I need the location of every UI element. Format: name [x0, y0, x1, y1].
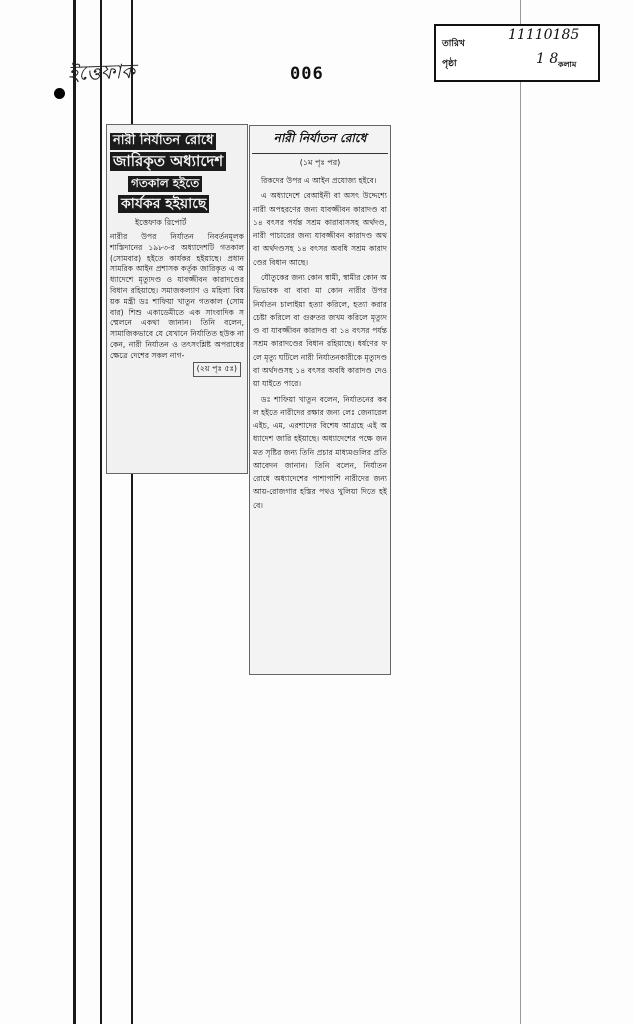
binder-line-4: [520, 0, 521, 1024]
stamp-page-value: 1 8: [536, 51, 559, 67]
punch-hole-dot: [54, 88, 65, 99]
byline: ইত্তেফাক রিপোর্ট: [135, 218, 187, 228]
handwritten-source-note: ইত্তেফাক: [67, 58, 136, 86]
stamp-page-label: পৃষ্ঠা: [442, 59, 457, 69]
binder-line-2: [100, 0, 102, 1024]
headline: [110, 129, 244, 214]
stamp-column-label: কলাম: [558, 60, 577, 69]
continuation-title: নারী নির্যাতন রোধে: [252, 130, 388, 154]
headline-line-3: গতকাল হইতে: [128, 176, 202, 192]
page-number: 006: [290, 64, 324, 84]
headline-line-1: নারী নির্যাতন রোধে: [110, 133, 216, 150]
stamp-date-label: তারিখ: [442, 39, 465, 49]
continuation-body: [253, 174, 387, 512]
continued-from-marker: (১ম পৃঃ পর): [299, 158, 341, 167]
news-clipping-front: [106, 124, 248, 474]
paragraph: এ অধ্যাদেশে বেআইনী বা অসৎ উদ্দেশ্যে নারী অপহরণের জন্য যাবজ্জীবন কারাদণ্ড বা ১৪ বৎসর পর্যন্ত সশ্রম কারাবাসসহ অর্থদণ্ড, নারী পাচারের জন্য যাবজ্জীবন কারাদণ্ড অথবা অর্থদণ্ডসহ ১৪ বৎসর অবধি সশ্রম কারাদণ্ডের বিধান আছে।: [253, 191, 387, 267]
continued-marker: (২য় পৃঃ ৫ঃ): [193, 362, 241, 377]
headline-line-2: জারিকৃত অধ্যাদেশ: [110, 152, 226, 171]
stamp-date-value: 11110185: [508, 27, 580, 43]
archive-stamp: [434, 24, 600, 82]
paragraph: যৌতুকের জন্য কোন স্বামী, স্বামীর কোন অভিভাবক বা বাবা মা কোন নারীর উপর নির্যাতন চালাইয়া হত্যা করিলে, হত্যা করার চেষ্টা করিলে বা গুরুতর জখম করিলে মৃত্যুদণ্ড বা যাবজ্জীবন কারাদণ্ড বা ১৪ বৎসর পর্যন্ত সশ্রম কারাদণ্ডের বিধান রহিয়াছে। ধর্ষণের ফলে মৃত্যু ঘটিলে নারী নির্যাতনকারীকে মৃত্যুদণ্ড বা অর্থদণ্ডসহ ১৪ বৎসর অবধি কারাদণ্ড দেওয়া যাইতে পারে।: [253, 272, 388, 389]
paragraph: রিকদের উপর এ আইন প্রযোজ্য হইবে।: [261, 176, 377, 185]
article-body: নারীর উপর নির্যাতন নিবর্তনমূলক শাস্তিদানের ১৯৮৩-র অধ্যাদেশটি গতকাল (সোমবার) হইতে কার্যকর হইয়াছে। প্রধান সামরিক আইন প্রশাসক কর্তৃক জারিকৃত এ অধ্যাদেশে মৃত্যুদণ্ড ও যাবজ্জীবন কারাদণ্ডের বিধান রহিয়াছে। সমাজকল্যাণ ও মহিলা বিষয়ক মন্ত্রী ডঃ শাফিয়া খাতুন গতকাল (সোমবার) শিশু একাডেমীতে এক সাংবাদিক সম্মেলনে একথা জানান। তিনি বলেন, সামাজিকভাবে যে যেখানে নির্যাতিত হউক না কেন, নারী নির্যাতন ও তৎসংশ্লিষ্ট অপরাধের ক্ষেত্রে দেশের সকল নাগ-: [110, 232, 244, 360]
news-clipping-continuation: [249, 125, 391, 675]
headline-line-4: কার্যকর হইয়াছে: [118, 195, 209, 213]
binder-line-1: [73, 0, 76, 1024]
paragraph: ডঃ শাফিয়া খাতুন বলেন, নির্যাতনের কবল হইতে নারীদের রক্ষার জন্য লেঃ জেনারেল এইচ, এম, এরশাদের বিশেষ আগ্রহে এই অধ্যাদেশ জারি হইয়াছে। অধ্যাদেশের পক্ষে জনমত সৃষ্টির জন্য তিনি প্রচার মাধ্যমগুলির প্রতি আবেদন জানান। তিনি বলেন, নির্যাতন রোধে অধ্যাদেশের পাশাপাশি নারীদের জন্য আয়-রোজগার হস্তির পথও খুলিয়া দিতে হইবে।: [253, 394, 387, 510]
